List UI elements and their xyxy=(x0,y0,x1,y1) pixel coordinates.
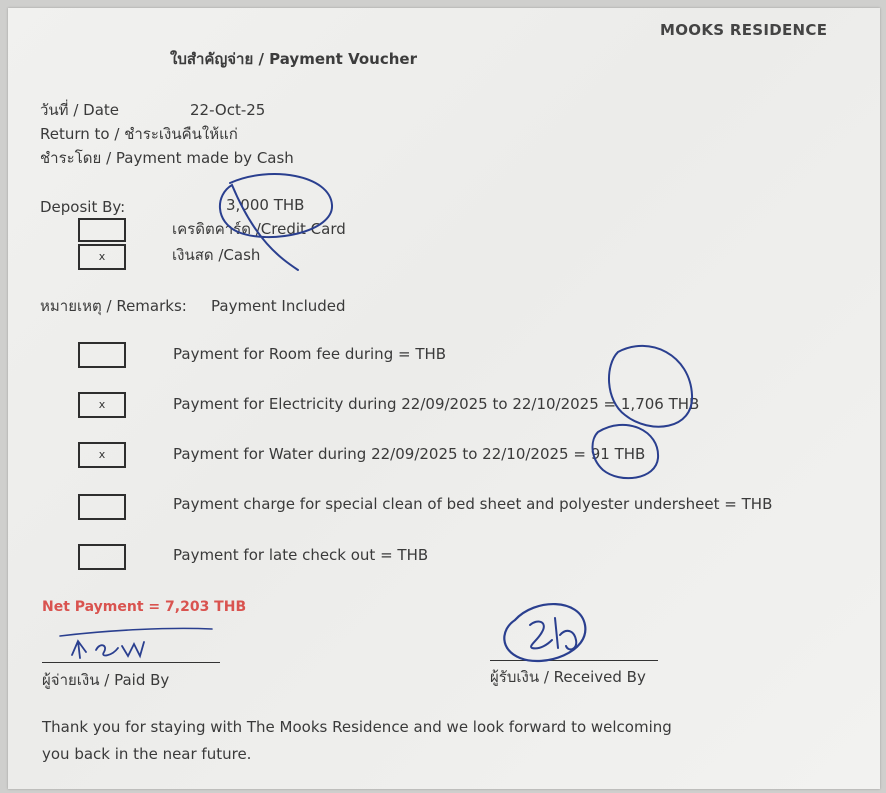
date-value: 22-Oct-25 xyxy=(190,101,266,119)
payment-method: ชำระโดย / Payment made by Cash xyxy=(40,149,294,167)
room-fee-item: Payment for Room fee during = THB xyxy=(173,345,447,363)
deposit-label: Deposit By: xyxy=(40,198,126,216)
water-item: Payment for Water during 22/09/2025 to 22/10/2025 = 91 THB xyxy=(173,445,646,463)
received-by-label: ผู้รับเงิน / Received By xyxy=(490,668,646,686)
cash-checkbox[interactable]: x xyxy=(78,244,126,270)
hotel-name: MOOKS RESIDENCE xyxy=(660,21,828,39)
water-checkbox[interactable]: x xyxy=(78,442,126,468)
late-checkout-item: Payment for late check out = THB xyxy=(173,546,429,564)
paid-by-label: ผู้จ่ายเงิน / Paid By xyxy=(42,671,170,689)
voucher-title: ใบสำคัญจ่าย / Payment Voucher xyxy=(170,50,417,68)
thank-you-line-2: you back in the near future. xyxy=(42,745,252,763)
room-fee-checkbox[interactable] xyxy=(78,342,126,368)
return-to-label: Return to / ชำระเงินคืนให้แก่ xyxy=(40,125,238,143)
electricity-item: Payment for Electricity during 22/09/2025 to 22/10/2025 = 1,706 THB xyxy=(173,395,700,413)
special-clean-item: Payment charge for special clean of bed sheet and polyester undersheet = THB xyxy=(173,495,773,513)
late-checkout-checkbox[interactable] xyxy=(78,544,126,570)
credit-card-checkbox[interactable] xyxy=(78,218,126,242)
received-by-signature-line xyxy=(490,660,658,661)
electricity-checkbox[interactable]: x xyxy=(78,392,126,418)
deposit-amount: 3,000 THB xyxy=(226,196,305,214)
special-clean-checkbox[interactable] xyxy=(78,494,126,520)
remarks-label: หมายเหตุ / Remarks: xyxy=(40,297,187,315)
date-label: วันที่ / Date xyxy=(40,101,120,119)
thank-you-line-1: Thank you for staying with The Mooks Residence and we look forward to welcoming xyxy=(42,718,672,736)
paid-by-signature-line xyxy=(42,662,220,663)
credit-card-label: เครดิตคาร์ด /Credit Card xyxy=(172,220,346,238)
remarks-value: Payment Included xyxy=(211,297,346,315)
cash-label: เงินสด /Cash xyxy=(172,246,261,264)
net-payment: Net Payment = 7,203 THB xyxy=(42,599,247,615)
